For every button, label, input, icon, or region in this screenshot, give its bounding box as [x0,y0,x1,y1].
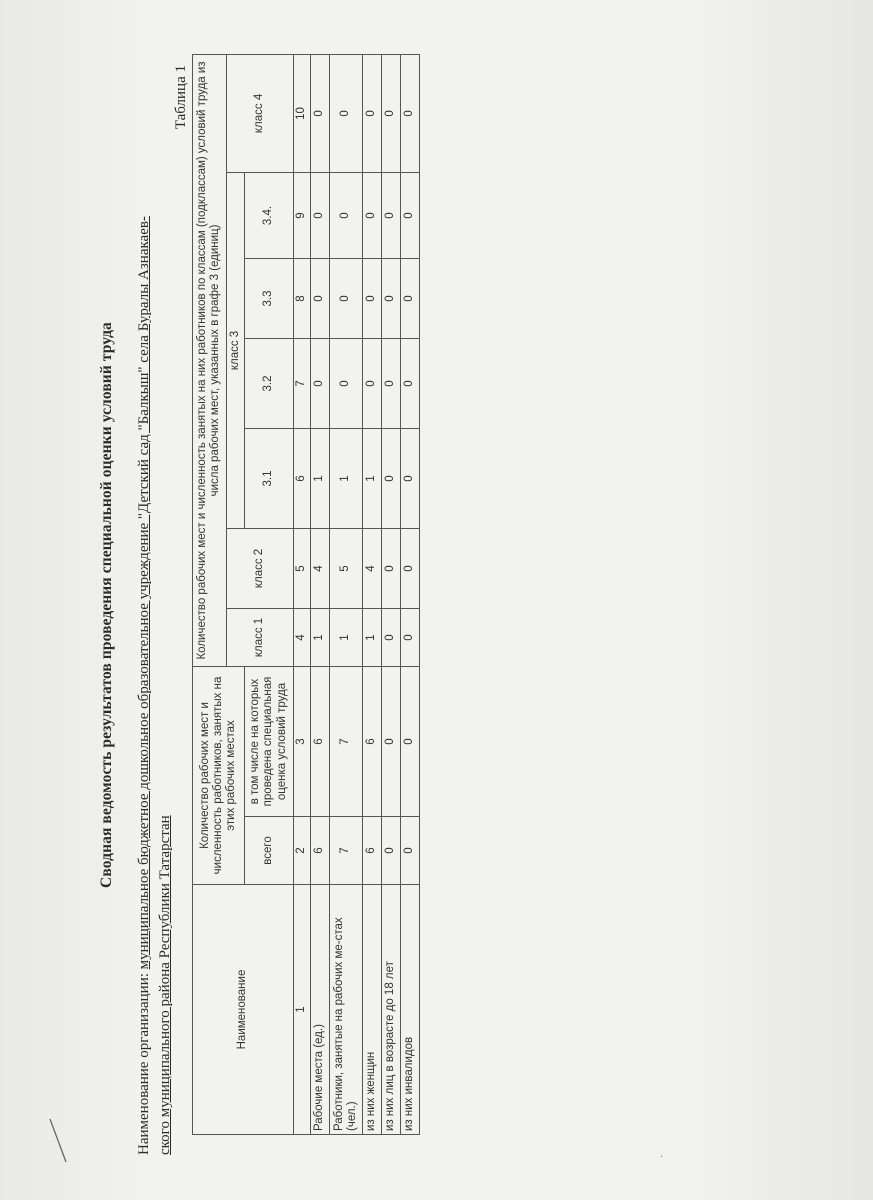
cell-value: 0 [363,54,382,172]
cell-value: 0 [401,54,420,172]
cell-value: 6 [311,817,330,885]
cell-value: 0 [363,338,382,428]
row-label: из них лиц в возрасте до 18 лет [382,885,401,1135]
cell-value: 0 [382,338,401,428]
cell-value: 0 [311,258,330,338]
table-row [382,54,401,1134]
organization-line-1 [136,70,153,1155]
cell-value: 0 [382,817,401,885]
row-label: Работники, занятые на рабочих ме-стах (чел.) [330,885,363,1135]
table-row [363,54,382,1134]
column-number: 9 [294,172,311,258]
column-number: 8 [294,258,311,338]
column-number: 7 [294,338,311,428]
header-name: Наименование [193,885,294,1135]
cell-value: 7 [330,817,363,885]
row-label: Рабочие места (ед.) [311,885,330,1135]
rotated-content [90,55,430,1155]
cell-value: 0 [382,528,401,608]
cell-value: 0 [330,258,363,338]
cell-value: 1 [330,608,363,666]
cell-value: 0 [401,338,420,428]
cell-value: 6 [363,817,382,885]
cell-value: 0 [330,54,363,172]
cell-value: 0 [330,172,363,258]
header-class-3-4: 3.4. [245,172,294,258]
organization-name-part-2: ского муниципального района Республики Татарстан [157,815,173,1155]
header-class-3-1: 3.1 [245,428,294,528]
cell-value: 1 [363,428,382,528]
column-number: 3 [294,666,311,816]
column-number: 2 [294,817,311,885]
column-number: 10 [294,54,311,172]
column-number: 6 [294,428,311,528]
column-number: 1 [294,885,311,1135]
cell-value: 0 [382,428,401,528]
cell-value: 4 [363,528,382,608]
organization-name-part-1: муниципальное бюджетное дошкольное образовательное учреждение "Детский сад "Балкыш" села Буралы Азнакаев- [136,216,152,970]
cell-value: 0 [330,338,363,428]
cell-value: 0 [382,608,401,666]
header-assessed: в том числе на которых проведена специальная оценка условий труда [245,666,294,816]
cell-value: 0 [311,338,330,428]
cell-value: 1 [311,428,330,528]
header-class-4: класс 4 [226,54,293,172]
cell-value: 6 [311,666,330,816]
table-row [330,54,363,1134]
cell-value: 1 [363,608,382,666]
cell-value: 1 [330,428,363,528]
cell-value: 0 [401,817,420,885]
column-number: 4 [294,608,311,666]
cell-value: 0 [401,258,420,338]
column-number: 5 [294,528,311,608]
cell-value: 5 [330,528,363,608]
header-class-2: класс 2 [226,528,293,608]
cell-value: 6 [363,666,382,816]
pen-stroke-mark [48,1118,70,1164]
header-class-3: класс 3 [226,172,245,528]
table-label: Таблица 1 [173,65,189,130]
cell-value: 4 [311,528,330,608]
cell-value: 0 [382,258,401,338]
scan-speck: · [660,1152,664,1163]
row-label: из них женщин [363,885,382,1135]
cell-value: 0 [401,428,420,528]
cell-value: 0 [401,666,420,816]
cell-value: 0 [382,54,401,172]
row-label: из них инвалидов [401,885,420,1135]
cell-value: 0 [382,666,401,816]
header-class-3-2: 3.2 [245,338,294,428]
cell-value: 0 [401,608,420,666]
cell-value: 0 [363,258,382,338]
cell-value: 0 [363,172,382,258]
cell-value: 0 [401,528,420,608]
cell-value: 0 [311,172,330,258]
organization-line-2 [157,70,174,1155]
header-class-1: класс 1 [226,608,293,666]
results-table [192,54,420,1135]
header-class-3-3: 3.3 [245,258,294,338]
header-total: всего [245,817,294,885]
document-title: Сводная ведомость результатов проведения специальной оценки условий труда [98,322,115,888]
cell-value: 1 [311,608,330,666]
cell-value: 7 [330,666,363,816]
cell-value: 0 [401,172,420,258]
organization-label: Наименование организации: [136,973,152,1155]
header-classes-group: Количество рабочих мест и численность занятых на них работников по классам (подклассам) условий труда из числа рабочих мест, указанных в графе 3 (единиц) [193,54,227,666]
cell-value: 0 [311,54,330,172]
table-row [401,54,420,1134]
table-row [311,54,330,1134]
header-workplaces-group: Количество рабочих мест и численность работников, занятых на этих рабочих местах [193,666,245,884]
cell-value: 0 [382,172,401,258]
